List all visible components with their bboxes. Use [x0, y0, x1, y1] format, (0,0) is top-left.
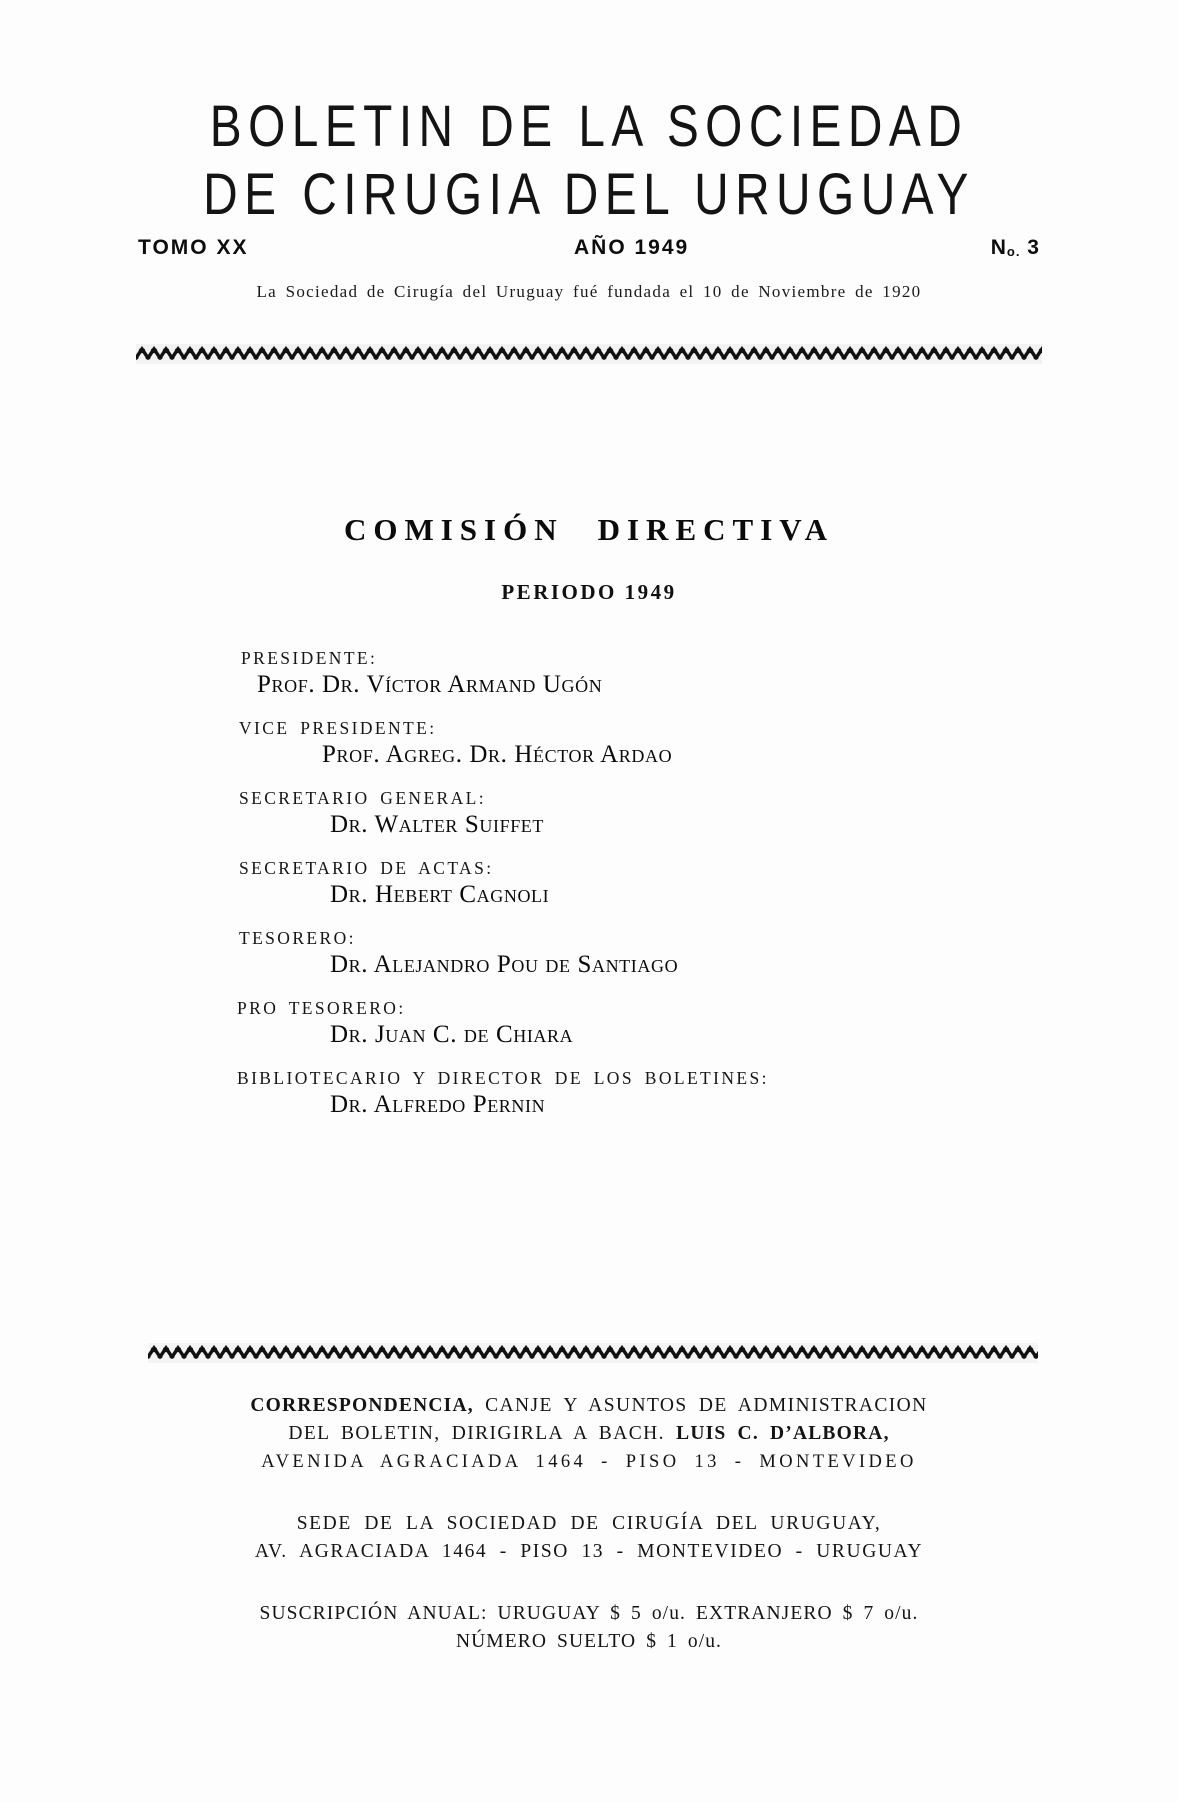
correspondence-line-1-rest: CANJE Y ASUNTOS DE ADMINISTRACION: [485, 1395, 928, 1416]
issue-number-value: 3: [1027, 236, 1040, 259]
issue-number-label: [991, 236, 1040, 260]
year-label: AÑO 1949: [573, 236, 690, 259]
officer-entry: [0, 788, 1178, 839]
officers-list: [0, 648, 1178, 1138]
correspondence-block: [0, 1392, 1178, 1476]
officer-name: Dr. Alfredo Pernin: [330, 1091, 546, 1118]
officer-role: SECRETARIO GENERAL:: [239, 788, 487, 808]
officer-entry: [0, 858, 1178, 909]
correspondence-keyword: CORRESPONDENCIA,: [250, 1395, 474, 1416]
board-section-title: [0, 512, 1178, 548]
masthead: [0, 96, 1178, 226]
officer-entry: [0, 928, 1178, 979]
officer-name: Dr. Hebert Cagnoli: [330, 881, 550, 908]
headquarters-block: [0, 1510, 1178, 1566]
journal-title-line-2: DE CIRUGIA DEL URUGUAY: [203, 162, 975, 228]
correspondence-line-2: [0, 1420, 1178, 1448]
issue-info-bar: [138, 236, 1040, 260]
wavy-rule-middle: [148, 1343, 1038, 1363]
wavy-rule-top: [136, 344, 1042, 364]
correspondence-address: AVENIDA AGRACIADA 1464 - PISO 13 - MONTEVIDEO: [261, 1452, 917, 1472]
board-title-word-left: COMISIÓN: [343, 512, 564, 547]
officer-entry: [0, 718, 1178, 769]
officer-name: Dr. Walter Suiffet: [330, 811, 545, 838]
officer-name: Dr. Alejandro Pou de Santiago: [330, 951, 679, 978]
officer-entry: [0, 648, 1178, 699]
subscription-line-2: NÚMERO SUELTO $ 1 o/u.: [455, 1631, 723, 1652]
officer-entry: [0, 998, 1178, 1049]
officer-role: TESORERO:: [239, 928, 356, 948]
correspondence-recipient: LUIS C. D’ALBORA,: [676, 1423, 890, 1444]
issue-number-prefix: N: [990, 236, 1007, 259]
officer-name: Dr. Juan C. de Chiara: [330, 1021, 574, 1048]
subscription-block: [0, 1600, 1178, 1656]
officer-role: PRO TESORERO:: [237, 998, 406, 1018]
issue-number-suffix: o.: [1006, 244, 1021, 259]
officer-role: BIBLIOTECARIO Y DIRECTOR DE LOS BOLETINES:: [237, 1068, 769, 1088]
board-title-word-right: DIRECTIVA: [597, 512, 835, 547]
journal-title-line-1: BOLETIN DE LA SOCIEDAD: [209, 94, 969, 160]
correspondence-line-1: [0, 1392, 1178, 1420]
volume-label: TOMO XX: [138, 236, 249, 259]
headquarters-line-1: SEDE DE LA SOCIEDAD DE CIRUGÍA DEL URUGUAY,: [296, 1513, 882, 1534]
founding-note: La Sociedad de Cirugía del Uruguay fué fundada el 10 de Noviembre de 1920: [256, 282, 922, 301]
officer-name: Prof. Agreg. Dr. Héctor Ardao: [322, 741, 673, 768]
subscription-line-1: SUSCRIPCIÓN ANUAL: URUGUAY $ 5 o/u. EXTRANJERO $ 7 o/u.: [259, 1603, 919, 1624]
headquarters-line-2: AV. AGRACIADA 1464 - PISO 13 - MONTEVIDEO - URUGUAY: [254, 1541, 924, 1562]
officer-role: PRESIDENTE:: [241, 648, 378, 668]
officer-role: VICE PRESIDENTE:: [239, 718, 437, 738]
board-period-label: PERIODO 1949: [501, 580, 677, 604]
officer-name: Prof. Dr. Víctor Armand Ugón: [257, 671, 603, 698]
officer-entry: [0, 1068, 1178, 1119]
officer-role: SECRETARIO DE ACTAS:: [239, 858, 494, 878]
correspondence-line-2-a: DEL BOLETIN, DIRIGIRLA A BACH.: [288, 1423, 665, 1444]
footer-info: [0, 1392, 1178, 1682]
